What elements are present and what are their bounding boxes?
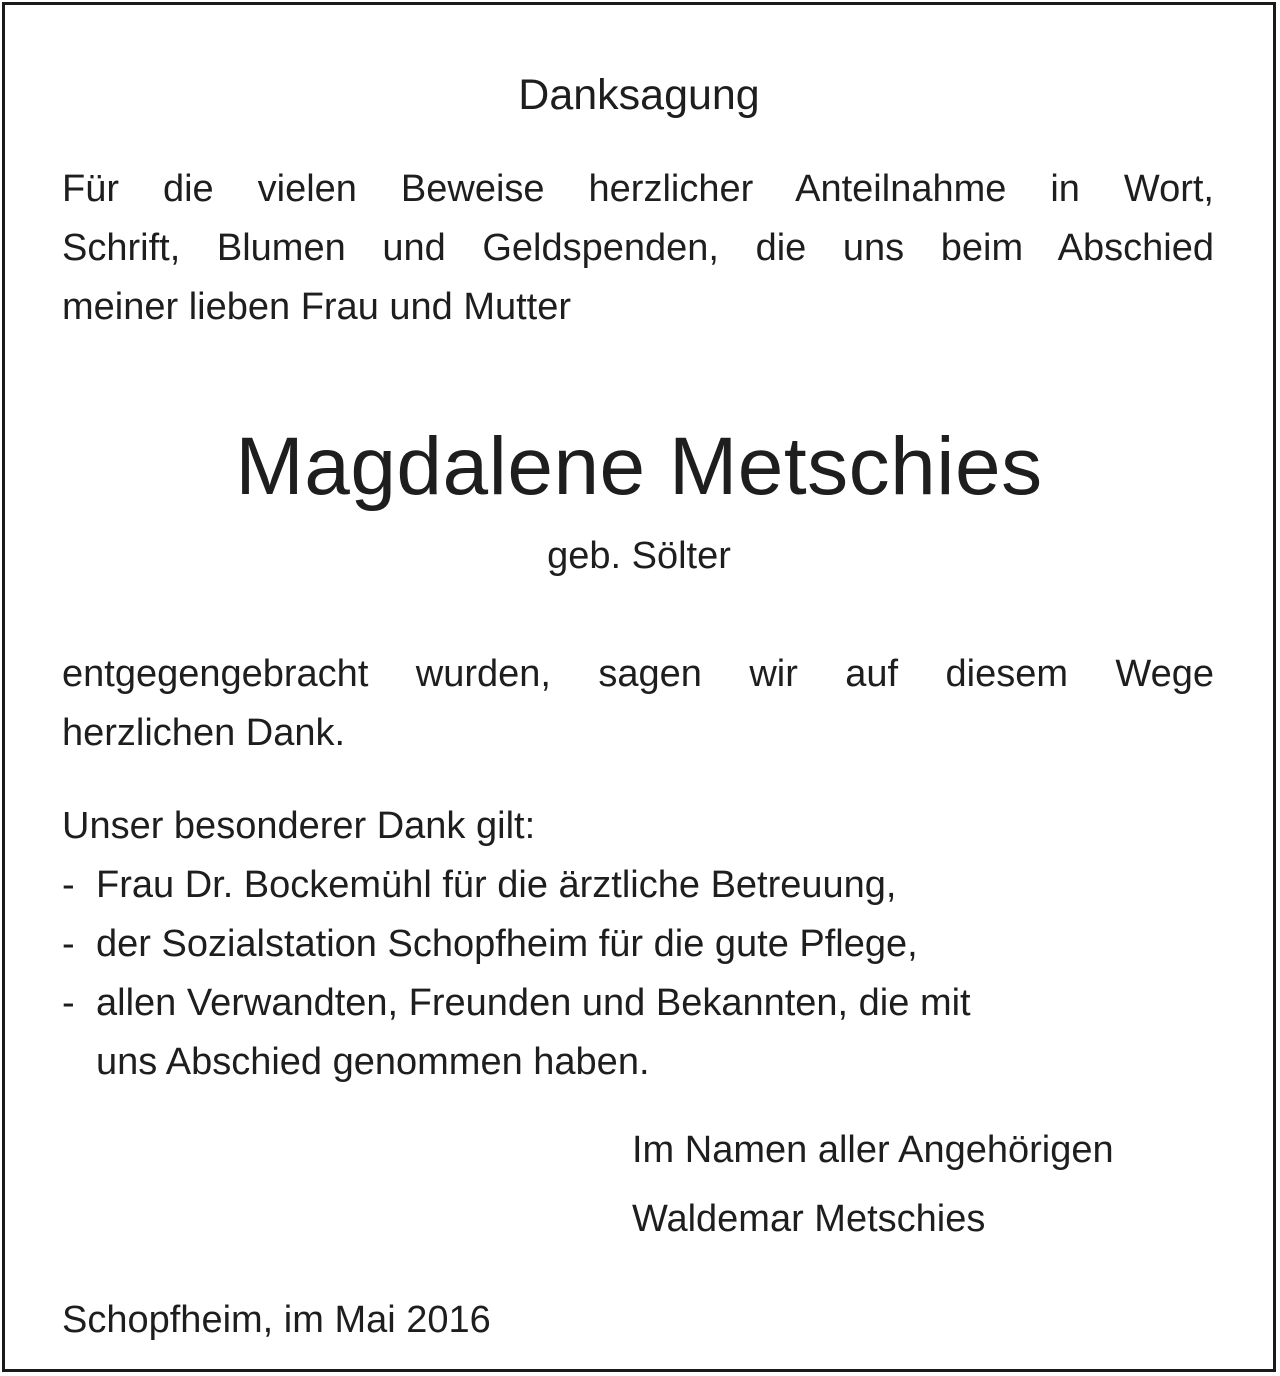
special-thanks-item — [62, 856, 1214, 915]
special-thanks-item — [62, 915, 1214, 974]
special-thanks-item-text: Frau Dr. Bockemühl für die ärztliche Betreuung, — [96, 864, 897, 906]
intro-line: Schrift, Blumen und Geldspenden, die uns beim Abschied — [62, 227, 1214, 269]
bullet-dash: - — [62, 864, 75, 906]
thanks-line: entgegengebracht wurden, sagen wir auf diesem Wege — [62, 653, 1214, 695]
special-thanks-continuation — [62, 1033, 1214, 1092]
deceased-name: Magdalene Metschies — [235, 421, 1043, 512]
intro-line: Für die vielen Beweise herzlicher Anteilnahme in Wort, — [62, 168, 1214, 210]
special-thanks-item — [62, 974, 1214, 1033]
thanks-paragraph — [62, 645, 1214, 763]
special-thanks-item-text: der Sozialstation Schopfheim für die gute Pflege, — [96, 923, 918, 965]
bullet-dash: - — [62, 923, 75, 965]
special-thanks-intro: Unser besonderer Dank gilt: — [62, 805, 536, 847]
intro-paragraph — [62, 160, 1214, 337]
place-and-date: Schopfheim, im Mai 2016 — [62, 1299, 491, 1341]
bullet-dash: - — [62, 982, 75, 1024]
notice-heading: Danksagung — [518, 71, 760, 119]
special-thanks-item-text: allen Verwandten, Freunden und Bekannten, die mit — [96, 982, 971, 1024]
intro-line: meiner lieben Frau und Mutter — [62, 286, 572, 328]
special-thanks-continuation-text: uns Abschied genommen haben. — [96, 1041, 650, 1083]
obituary-notice — [2, 2, 1276, 1372]
signature-name: Waldemar Metschies — [632, 1198, 986, 1240]
signature-line-1: Im Namen aller Angehörigen — [632, 1129, 1114, 1171]
thanks-line: herzlichen Dank. — [62, 712, 346, 754]
maiden-name: geb. Sölter — [547, 535, 731, 577]
special-thanks-section — [62, 797, 1214, 1092]
